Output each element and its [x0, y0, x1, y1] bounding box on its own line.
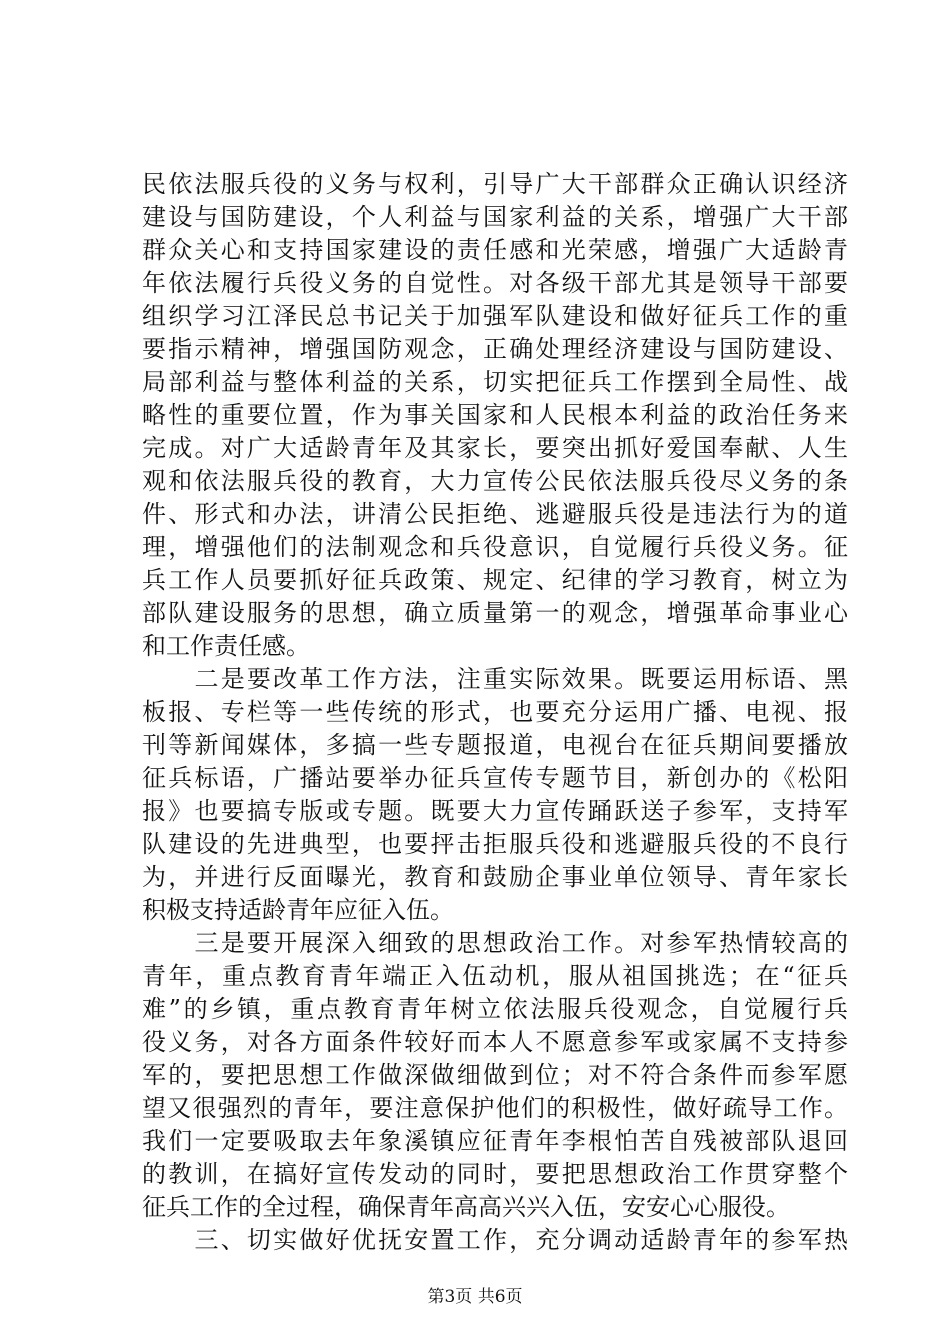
text-line: 部队建设服务的思想，确立质量第一的观念，增强革命事业心: [142, 599, 848, 627]
page-number-footer: 第3页 共6页: [427, 1287, 523, 1307]
text-line: 的教训，在搞好宣传发动的同时，要把思想政治工作贯穿整个: [142, 1160, 848, 1188]
text-line: 为，并进行反面曝光，教育和鼓励企事业单位领导、青年家长: [142, 863, 848, 891]
text-line: 理，增强他们的法制观念和兵役意识，自觉履行兵役义务。征: [142, 533, 848, 561]
text-line: 役义务，对各方面条件较好而本人不愿意参军或家属不支持参: [142, 1028, 848, 1056]
text-line: 三是要开展深入细致的思想政治工作。对参军热情较高的: [142, 929, 848, 957]
text-line: 略性的重要位置，作为事关国家和人民根本利益的政治任务来: [142, 401, 848, 429]
text-line: 建设与国防建设，个人利益与国家利益的关系，增强广大干部: [142, 203, 848, 231]
text-line: 三、切实做好优抚安置工作，充分调动适龄青年的参军热: [142, 1226, 848, 1254]
text-line: 年依法履行兵役义务的自觉性。对各级干部尤其是领导干部要: [142, 269, 848, 297]
text-line: 望又很强烈的青年，要注意保护他们的积极性，做好疏导工作。: [142, 1094, 848, 1122]
text-line: 队建设的先进典型，也要抨击拒服兵役和逃避服兵役的不良行: [142, 830, 848, 858]
text-line: 征兵标语，广播站要举办征兵宣传专题节目，新创办的《松阳: [142, 764, 848, 792]
text-line: 刊等新闻媒体，多搞一些专题报道，电视台在征兵期间要播放: [142, 731, 848, 759]
text-line: 二是要改革工作方法，注重实际效果。既要运用标语、黑: [142, 665, 848, 693]
text-line: 报》也要搞专版或专题。既要大力宣传踊跃送子参军，支持军: [142, 797, 848, 825]
text-line: 军的，要把思想工作做深做细做到位；对不符合条件而参军愿: [142, 1061, 848, 1089]
text-line: 组织学习江泽民总书记关于加强军队建设和做好征兵工作的重: [142, 302, 848, 330]
text-line: 青年，重点教育青年端正入伍动机，服从祖国挑选；在“征兵: [142, 962, 848, 990]
text-line: 完成。对广大适龄青年及其家长，要突出抓好爱国奉献、人生: [142, 434, 848, 462]
text-line: 征兵工作的全过程，确保青年高高兴兴入伍，安安心心服役。: [142, 1193, 790, 1221]
text-line: 和工作责任感。: [142, 632, 310, 660]
text-line: 板报、专栏等一些传统的形式，也要充分运用广播、电视、报: [142, 698, 848, 726]
text-line: 群众关心和支持国家建设的责任感和光荣感，增强广大适龄青: [142, 236, 848, 264]
text-line: 要指示精神，增强国防观念，正确处理经济建设与国防建设、: [142, 335, 848, 363]
text-line: 兵工作人员要抓好征兵政策、规定、纪律的学习教育，树立为: [142, 566, 848, 594]
text-line: 民依法服兵役的义务与权利，引导广大干部群众正确认识经济: [142, 170, 848, 198]
text-line: 观和依法服兵役的教育，大力宣传公民依法服兵役尽义务的条: [142, 467, 848, 495]
text-line: 我们一定要吸取去年象溪镇应征青年李根怕苦自残被部队退回: [142, 1127, 848, 1155]
text-line: 件、形式和办法，讲清公民拒绝、逃避服兵役是违法行为的道: [142, 500, 848, 528]
text-line: 局部利益与整体利益的关系，切实把征兵工作摆到全局性、战: [142, 368, 848, 396]
text-line: 难”的乡镇，重点教育青年树立依法服兵役观念，自觉履行兵: [142, 995, 848, 1023]
text-line: 积极支持适龄青年应征入伍。: [142, 896, 454, 924]
